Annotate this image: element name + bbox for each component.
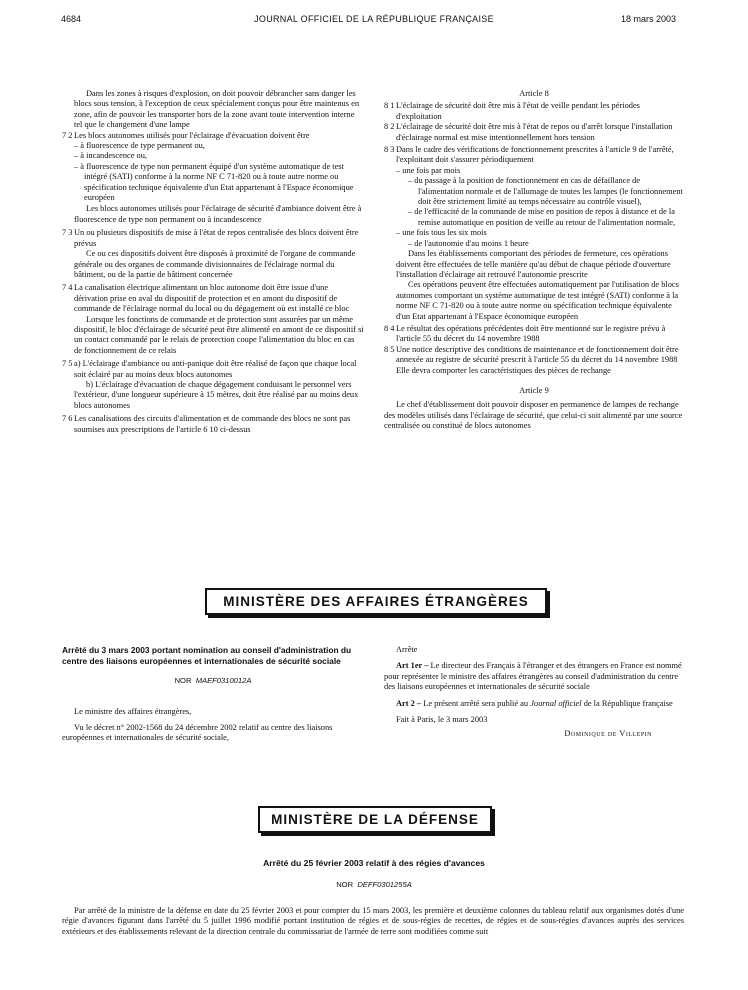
section-number: 7 4 [62, 283, 73, 293]
section-text: Une notice descriptive des conditions de maintenance et de fonctionnement doit être annexée au registre de sécurité prescrit à l'article 55 du décret du 14 novembre 1988 Elle devra comporter les caractéristiques des pièces de rechange [396, 344, 679, 375]
section-number: 7 6 [62, 414, 73, 424]
section-text: L'éclairage de sécurité doit être mis à l'état de repos ou d'arrêt lorsque l'installation d'éclairage normal est mise intentionnellement hors tension [396, 122, 673, 142]
section-number: 8 1 [384, 101, 395, 111]
decree-body: Par arrêté de la ministre de la défense en date du 25 février 2003 et pour compter du 15 mars 2003, les première et deuxième colonnes du tableau relatif aux organismes dotés d'une régie d'avances figurant dans l'arrêté du 5 juillet 1996 modifié portant institution de régies et de sous-régies de recettes, de régies et de sous-régies d'avances auprès des services extérieurs et des établissements relevant de la direction centrale du commissariat de l'armée de terre sont modifiées comme suit [62, 906, 684, 936]
section-8-5 [384, 345, 684, 376]
section-7-2 [62, 131, 364, 226]
decree-foreign-affairs-right [384, 645, 684, 740]
ministry-banner-defense: MINISTÈRE DE LA DÉFENSE [258, 806, 492, 833]
section-lead: Un ou plusieurs dispositifs de mise à l'état de repos centralisée des blocs doivent être prévus [74, 228, 359, 248]
fait-line: Fait à Paris, le 3 mars 2003 [396, 715, 488, 725]
section-number: 8 5 [384, 344, 395, 354]
article-text: de la République française [581, 698, 673, 708]
signature: Dominique de Villepin [564, 729, 652, 739]
article-2 [384, 699, 684, 709]
paragraph: Ce ou ces dispositifs doivent être disposés à proximité de l'organe de commande générale ou des organes de commande divisionnaires de l'éclairage normal du bâtiment, ou de la partie de bâtiment concernée [74, 249, 356, 279]
paragraph: Les blocs autonomes utilisés pour l'éclairage de sécurité d'ambiance doivent être à fluorescence de type non permanent ou à incandescence [74, 204, 362, 224]
paragraph: Dans les établissements comportant des périodes de fermeture, ces opérations doivent être effectuées de telle manière qu'au début de chaque période d'ouverture l'installation d'éclairage ait retrouvé l'autonomie prescrite [396, 249, 671, 279]
decree-title: Arrêté du 3 mars 2003 portant nomination au conseil d'administration du centre des liaisons européennes et internationales de sécurité sociale [62, 645, 352, 666]
article-text: Le présent arrêté sera publié au [423, 698, 531, 708]
list-item: – de l'autonomie d'au moins 1 heure [408, 238, 529, 248]
nor-label: NOR [174, 676, 192, 686]
nor-reference [0, 880, 748, 889]
section-number: 8 2 [384, 122, 395, 132]
section-7-6 [62, 414, 364, 435]
section-text: Le résultat des opérations précédentes doit être mentionné sur le registre prévu à l'article 55 du décret du 14 novembre 1988 [396, 323, 666, 344]
article-9-title: Article 9 [519, 385, 549, 395]
section-number: 7 5 [62, 359, 73, 369]
decree-foreign-affairs-left [62, 645, 364, 744]
section-text: L'éclairage de sécurité doit être mis à l'état de veille pendant les périodes d'exploitation [396, 101, 640, 121]
nor-reference [62, 676, 364, 686]
section-number: 8 3 [384, 145, 395, 155]
section-8-4 [384, 324, 684, 345]
list-item: – une fois par mois [396, 165, 461, 175]
article-label: Art 2 – [396, 698, 422, 708]
article-label: Art 1er – [396, 661, 429, 671]
article-text: Le directeur des Français à l'étranger et des étrangers en France est nommé pour représenter le ministre des affaires étrangères au conseil d'administration du centre des liaisons européennes et internationales de sécurité sociale [384, 661, 682, 692]
paragraph: Le ministre des affaires étrangères, [74, 706, 192, 716]
section-number: 7 2 [62, 130, 73, 140]
section-7-5 [62, 359, 364, 411]
paragraph: Lorsque les fonctions de commande et de protection sont assurées par un même dispositif, le bloc d'éclairage de sécurité peut être alimenté en amont de ce dispositif si un contact commandé par le relais de protection coupe l'alimentation du bloc en cas de fonctionnement de ce relais [74, 314, 364, 355]
header-date: 18 mars 2003 [620, 14, 676, 24]
article-9-text: Le chef d'établissement doit pouvoir disposer en permanence de lampes de rechange des modèles utilisés dans l'éclairage de sécurité, que celui-ci soit alimenté par une source centralisée ou constitué de blocs autonomes [384, 400, 683, 431]
arrete-label: Arrête [396, 645, 418, 654]
article-1 [384, 661, 684, 692]
section-text: Dans le cadre des vérifications de fonctionnement prescrites à l'article 9 de l'arrêté, l'exploitant doit s'assurer périodiquement [396, 145, 674, 165]
list-item: – du passage à la position de fonctionnement en cas de défaillance de l'alimentation normale et de l'allumage de toutes les lampes (le fonctionnement doit être strictement limité au temps nécessaire au contrôle visuel), [408, 176, 683, 207]
list-item: – une fois tous les six mois [396, 228, 487, 238]
section-8-1 [384, 101, 684, 122]
journal-name: Journal officiel [530, 698, 582, 708]
section-number: 7 3 [62, 228, 73, 238]
left-column [62, 89, 364, 435]
section-7-3 [62, 228, 364, 280]
right-column [384, 89, 684, 432]
section-lead: Les blocs autonomes utilisés pour l'éclairage d'évacuation doivent être [74, 130, 310, 140]
list-item: – de l'efficacité de la commande de mise en position de repos à distance et de la remise automatique en position de veille au retour de l'alimentation normale, [408, 207, 676, 227]
list-item: – à fluorescence de type permanent ou, [74, 141, 205, 151]
journal-title: JOURNAL OFFICIEL DE LA RÉPUBLIQUE FRANÇAISE [254, 14, 494, 24]
intro-paragraph: Dans les zones à risques d'explosion, on doit pouvoir débrancher sans danger les blocs sous tension, à l'exception de ceux spécialement conçus pour être maintenus en zone, afin de pouvoir les transporter hors de la zone avant toute intervention interne tel que le changement d'une lampe [74, 89, 360, 130]
section-lead: La canalisation électrique alimentant un bloc autonome doit être issue d'une dérivation prise en aval du dispositif de protection et en amont du dispositif de commande de l'éclairage normal du local ou du dégagement où est installé ce bloc [74, 283, 350, 314]
section-lead: Les canalisations des circuits d'alimentation et de commande des blocs ne sont pas soumises aux prescriptions de l'article 6 10 ci-dessus [74, 414, 351, 434]
list-item: – à incandescence ou, [74, 151, 148, 161]
paragraph-b: b) L'éclairage d'évacuation de chaque dégagement conduisant le personnel vers l'extérieur, d'une longueur supérieure à 15 mètres, doit être réalisé par au moins deux blocs autonomes [74, 379, 359, 410]
article-8-title: Article 8 [519, 89, 549, 98]
section-8-2 [384, 122, 684, 143]
nor-label: NOR [336, 880, 354, 889]
nor-code: MAEF0310012A [195, 676, 252, 686]
paragraph: Ces opérations peuvent être effectuées automatiquement par l'utilisation de blocs autonomes comportant un système automatique de test intégré (SATI) conforme à la norme NF C 71-820 ou à toute autre norme ou spécification technique équivalente d'un Etat appartenant à l'Espace économique européen [396, 280, 679, 321]
paragraph-a: a) L'éclairage d'ambiance ou anti-panique doit être réalisé de façon que chaque local soit éclairé par au moins deux blocs autonomes [74, 359, 357, 379]
paragraph: Vu le décret n° 2002-1568 du 24 décembre 2002 relatif au centre des liaisons européennes et internationales de sécurité sociale, [62, 723, 333, 743]
section-8-3 [384, 145, 684, 322]
list-item: – à fluorescence de type non permanent équipé d'un système automatique de test intégré (SATI) conforme à la norme NF C 71-820 ou à toute autre norme ou spécification technique équivalente d'un Etat appartenant à l'Espace économique européen [74, 161, 354, 203]
nor-code: DEFF0301255A [357, 880, 412, 889]
decree-title: Arrêté du 25 février 2003 relatif à des régies d'avances [263, 858, 485, 868]
ministry-banner-foreign-affairs: MINISTÈRE DES AFFAIRES ÉTRANGÈRES [205, 588, 547, 615]
section-7-4 [62, 283, 364, 356]
section-number: 8 4 [384, 323, 395, 333]
page-number: 4684 [61, 14, 82, 24]
